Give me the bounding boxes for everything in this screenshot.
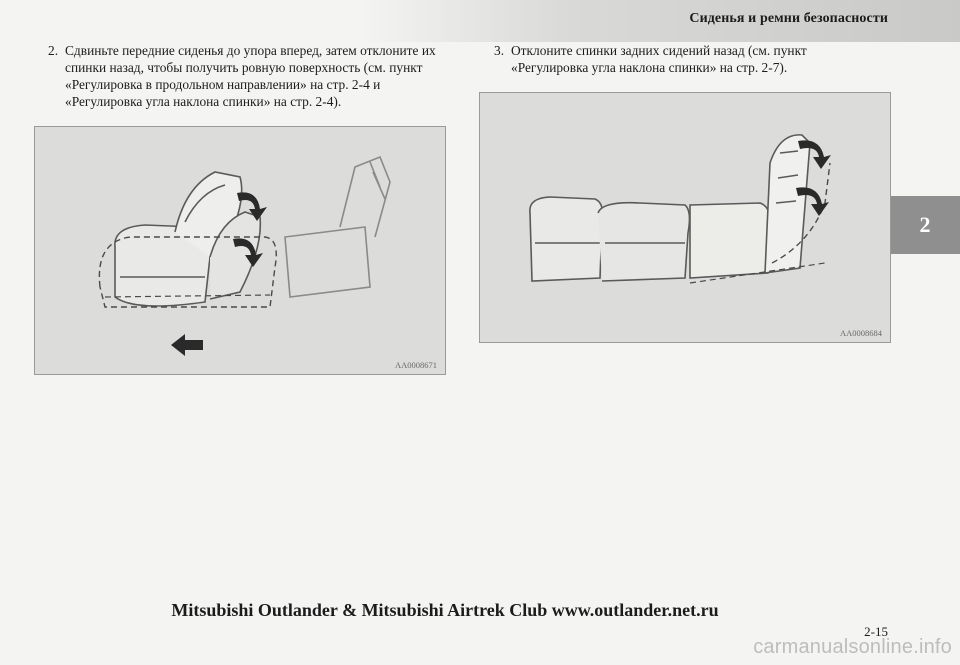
step-number: 3. xyxy=(494,43,505,58)
figure-code: AA0008684 xyxy=(839,328,882,338)
rear-seats-illustration xyxy=(480,93,890,342)
figure-code: AA0008671 xyxy=(394,360,437,370)
figure-rear-seats xyxy=(479,92,891,343)
step-text: Отклоните спинки задних сидений назад (см. пункт «Регулировка угла наклона спинки» на стр. 2-7). xyxy=(511,43,807,75)
front-seats-illustration xyxy=(35,127,445,374)
step-3 xyxy=(494,42,814,76)
chapter-tab xyxy=(890,196,960,254)
footer-club-text: Mitsubishi Outlander & Mitsubishi Airtrek Club www.outlander.net.ru xyxy=(171,600,719,620)
watermark[interactable]: carmanualsonline.info xyxy=(753,636,952,658)
page-number: 2-15 xyxy=(864,624,888,639)
step-number: 2. xyxy=(48,43,59,58)
figure-front-seats xyxy=(34,126,446,375)
left-arrow-icon xyxy=(171,334,203,356)
step-text: Сдвиньте передние сиденья до упора вперед, затем отклоните их спинки назад, чтобы получить ровную поверхность (см. пункт «Регулировка в продольном направлении» на стр. 2-4 и «Регулировка угла наклона спинки» на стр. 2-4). xyxy=(65,43,436,109)
chapter-number: 2 xyxy=(919,212,931,237)
step-2 xyxy=(48,42,438,110)
section-title: Сиденья и ремни безопасности xyxy=(689,11,888,26)
